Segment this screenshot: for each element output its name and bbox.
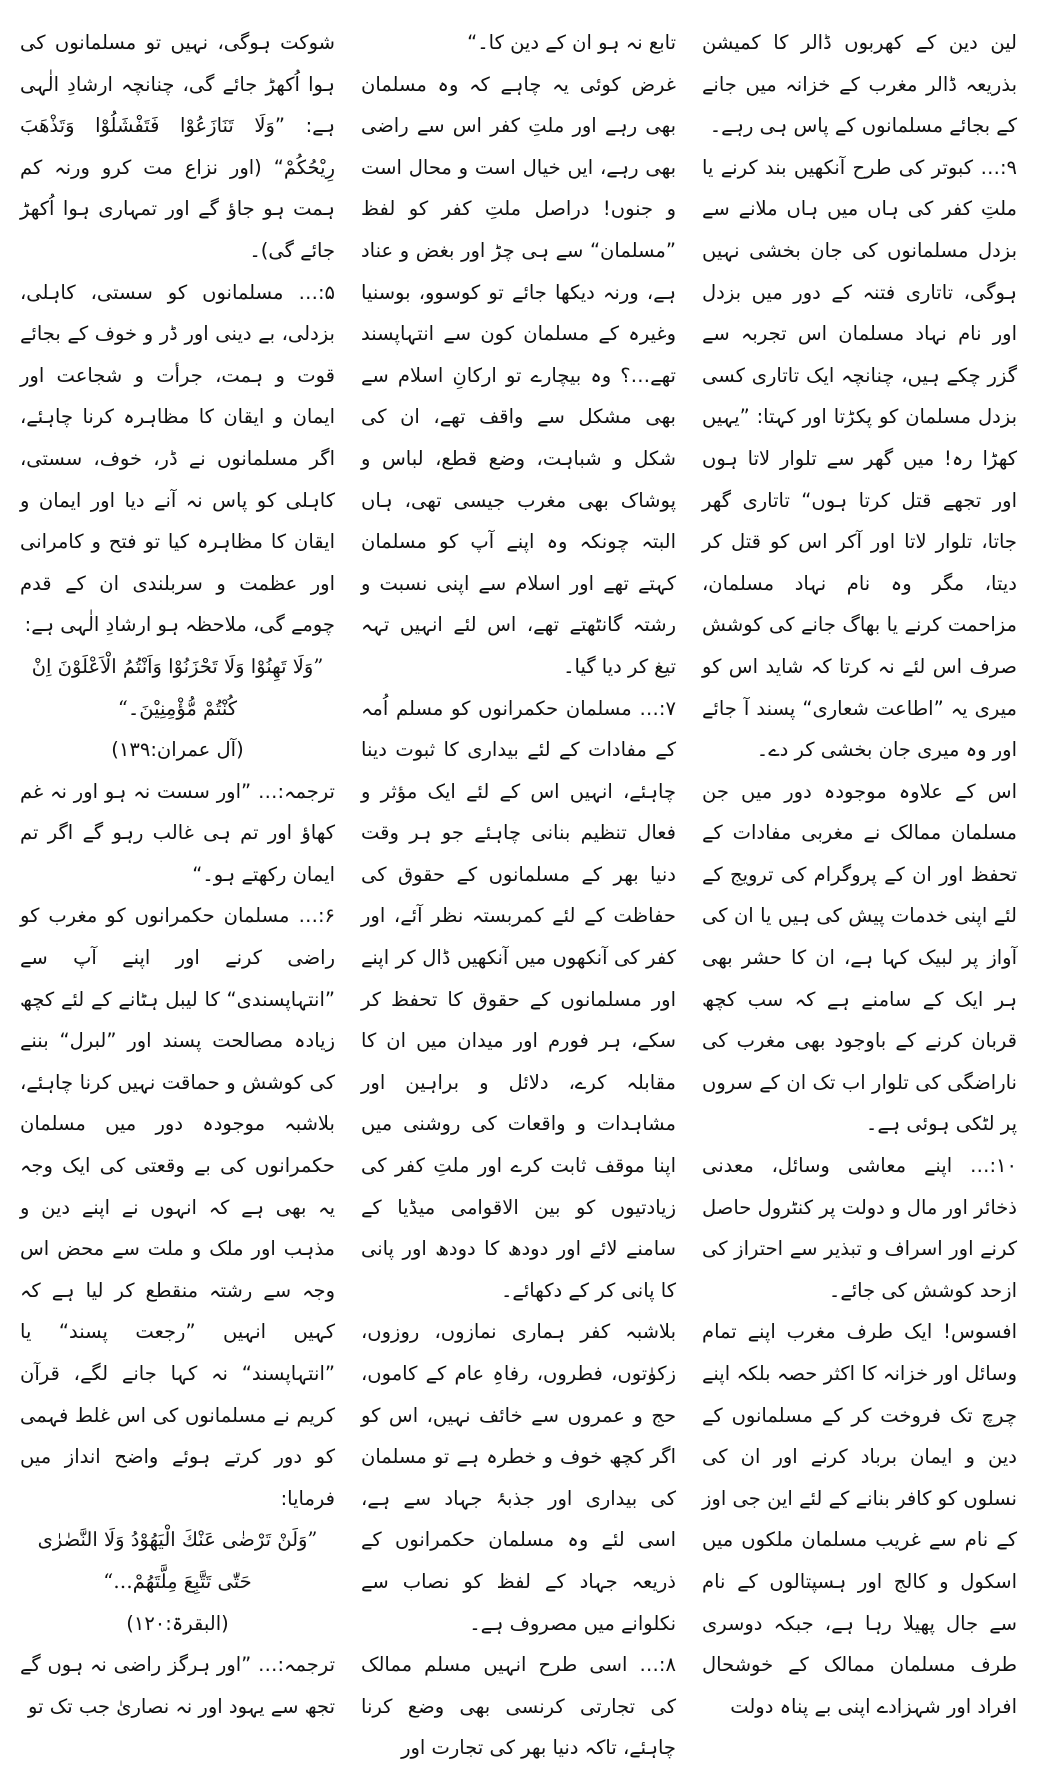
paragraph: ۷:… مسلمان حکمرانوں کو مسلم اُمہ کے مفادات کے لئے بیداری کا ثبوت دینا چاہئے، انہیں اس کے لئے ایک مؤثر و فعال تنظیم بنانی چاہئے جو ہر وقت دنیا بھر کے مسلمانوں کے حقوق کی حفاظت کے لئے کمربستہ نظر آئے، اور کفر کی آنکھوں میں آنکھیں ڈال کر اپنے اور مسلمانوں کے حقوق کا تحفظ کر سکے، ہر فورم اور میدان میں ان کا مقابلہ کرے، دلائل و براہین اور مشاہدات و واقعات کی روشنی میں اپنا موقف ثابت کرے اور ملتِ کفر کی زیادتیوں کو بین الاقوامی میڈیا کے سامنے لائے اور دودھ کا دودھ اور پانی کا پانی کر کے دکھائے۔ (361, 696, 676, 1302)
paragraph: تابع نہ ہو ان کے دین کا۔“ (467, 31, 676, 54)
paragraph: شوکت ہوگی، نہیں تو مسلمانوں کی ہوا اُکھڑ جائے گی، چنانچہ ارشادِ الٰہی ہے: ”وَلَا تَنَازَعُوْا فَتَفْشَلُوْا وَتَذْهَبَ رِيْحُكُمْ“ (اور نزاع مت کرو ورنہ کم ہمت ہو جاؤ گے اور تمہاری ہوا اُکھڑ جائے گی)۔ (20, 31, 335, 262)
paragraph: ۶:… مسلمان حکمرانوں کو مغرب کو راضی کرنے اور اپنے آپ سے ”انتہاپسندی“ کا لیبل ہٹانے کے لئے کچھ زیادہ مصالحت پسند اور ”لبرل“ بننے کی کوشش و حماقت نہیں کرنا چاہئے، بلاشبہ موجودہ دور میں مسلمان حکمرانوں کی بے وقعتی کی ایک وجہ یہ بھی ہے کہ انہوں نے اپنے دین و مذہب اور ملک و ملت سے محض اس وجہ سے رشتہ منقطع کر لیا ہے کہ کہیں انہیں ”رجعت پسند“ یا ”انتہاپسند“ نہ کہا جانے لگے، قرآن کریم نے مسلمانوں کی اس غلط فہمی کو دور کرتے ہوئے واضح انداز میں فرمایا: (20, 904, 335, 1510)
paragraph: ۸:… اسی طرح انہیں مسلم ممالک کی تجارتی کرنسی بھی وضع کرنا چاہئے، تاکہ دنیا بھر کی تجارت اور (361, 1653, 676, 1760)
paragraph: ۵:… مسلمانوں کو سستی، کاہلی، بزدلی، بے دینی اور ڈر و خوف کے بجائے قوت و ہمت، جرأت و شجاعت اور ایمان و ایقان کا مظاہرہ کرنا چاہئے، اگر مسلمانوں نے ڈر، خوف، سستی، کاہلی کو پاس نہ آنے دیا اور ایمان و ایقان کا مظاہرہ کیا تو فتح و کامرانی اور عظمت و سربلندی ان کے قدم چومے گی، ملاحظہ ہو ارشادِ الٰہی ہے: (20, 280, 335, 637)
paragraph: اس کے علاوہ موجودہ دور میں جن مسلمان ممالک نے مغربی مفادات کے تحفظ اور ان کے پروگرام کی ترویج کے لئے اپنی خدمات پیش کی ہیں یا ان کی آواز پر لبیک کہا ہے، ان کا حشر بھی ہر ایک کے سامنے ہے کہ سب کچھ قربان کرنے کے باوجود بھی مغرب کی ناراضگی کی تلوار اب تک ان کے سروں پر لٹکی ہوئی ہے۔ (702, 779, 1017, 1136)
paragraph: افسوس! ایک طرف مغرب اپنے تمام وسائل اور خزانہ کا اکثر حصہ بلکہ اپنے چرچ تک فروخت کر کے مسلمانوں کے دین و ایمان برباد کرنے اور ان کی نسلوں کو کافر بنانے کے لئے این جی اوز کے نام سے غریب مسلمان ملکوں میں اسکول و کالج اور ہسپتالوں کے نام سے جال پھیلا رہا ہے، جبکہ دوسری طرف مسلمان ممالک کے خوشحال افراد اور شہزادے اپنی بے پناہ دولت (702, 1320, 1017, 1718)
column-left (702, 22, 1017, 1718)
paragraph: غرض کوئی یہ چاہے کہ وہ مسلمان بھی رہے اور ملتِ کفر اس سے راضی بھی رہے، ایں خیال است و محال است و جنوں! دراصل ملتِ کفر کو لفظ ”مسلمان“ سے ہی چڑ اور بغض و عناد ہے، ورنہ دیکھا جائے تو کوسوو، بوسنیا وغیرہ کے مسلمان کون سے انتہاپسند تھے…؟ وہ بیچارے تو ارکانِ اسلام سے بھی مشکل سے واقف تھے، ان کی شکل و شباہت، وضع قطع، لباس و پوشاک بھی مغرب جیسی تھی، ہاں البتہ چونکہ وہ اپنے آپ کو مسلمان کہتے تھے اور اسلام سے اپنی نسبت و رشتہ گانٹھتے تھے، اس لئے انہیں تہہ تیغ کر دیا گیا۔ (361, 72, 676, 678)
paragraph: ۹:… کبوتر کی طرح آنکھیں بند کرنے یا ملتِ کفر کی ہاں میں ہاں ملانے سے بزدل مسلمانوں کی جان بخشی نہیں ہوگی، تاتاری فتنہ کے دور میں بزدل اور نام نہاد مسلمان اس تجربہ سے گزر چکے ہیں، چنانچہ ایک تاتاری کسی بزدل مسلمان کو پکڑتا اور کہتا: ”یہیں کھڑا رہ! میں گھر سے تلوار لاتا ہوں اور تجھے قتل کرتا ہوں“ تاتاری گھر جاتا، تلوار لاتا اور آکر اس کو قتل کر دیتا، مگر وہ نام نہاد مسلمان، مزاحمت کرنے یا بھاگ جانے کی کوشش صرف اس لئے نہ کرتا کہ شاید اس کو میری یہ ”اطاعت شعاری“ پسند آ جائے اور وہ میری جان بخشی کر دے۔ (702, 155, 1017, 762)
paragraph: ۱۰:… اپنے معاشی وسائل، معدنی ذخائر اور مال و دولت پر کنٹرول حاصل کرنے اور اسراف و تبذیر سے احتراز کی ازحد کوشش کی جائے۔ (702, 1154, 1017, 1302)
paragraph: لین دین کے کھربوں ڈالر کا کمیشن بذریعہ ڈالر مغرب کے خزانہ میں جانے کے بجائے مسلمانوں کے پاس ہی رہے۔ (702, 31, 1017, 138)
column-middle (361, 22, 676, 1760)
verse-reference: (آل عمران:۱۳۹) (111, 738, 244, 762)
quran-verse: ”وَلَنْ تَرْضٰى عَنْكَ الْيَهُوْدُ وَلَا النَّصٰرٰى حَتّٰى تَتَّبِعَ مِلَّتَهُمْ…“ (37, 1528, 318, 1593)
column-right (20, 22, 335, 1718)
quran-verse: ”وَلَا تَهِنُوْا وَلَا تَحْزَنُوْا وَاَنْتُمُ الْاَعْلَوْنَ اِنْ كُنْتُمْ مُّؤْمِنِيْنَ۔“ (31, 654, 324, 720)
translation: ترجمہ:… ”اور ہرگز راضی نہ ہوں گے تجھ سے یہود اور نہ نصاریٰ جب تک تو (20, 1653, 335, 1718)
translation: ترجمہ:… ”اور سست نہ ہو اور نہ غم کھاؤ اور تم ہی غالب رہو گے اگر تم ایمان رکھتے ہو۔“ (20, 779, 335, 886)
verse-reference: (البقرۃ:۱۲۰) (126, 1611, 229, 1635)
paragraph: بلاشبہ کفر ہماری نمازوں، روزوں، زکوٰتوں، فطروں، رفاہِ عام کے کاموں، حج و عمروں سے خائف نہیں، اس کو اگر کچھ خوف و خطرہ ہے تو مسلمان کی بیداری اور جذبۂ جہاد سے ہے، اسی لئے وہ مسلمان حکمرانوں کے ذریعہ جہاد کے لفظ کو نصاب سے نکلوانے میں مصروف ہے۔ (361, 1320, 676, 1635)
